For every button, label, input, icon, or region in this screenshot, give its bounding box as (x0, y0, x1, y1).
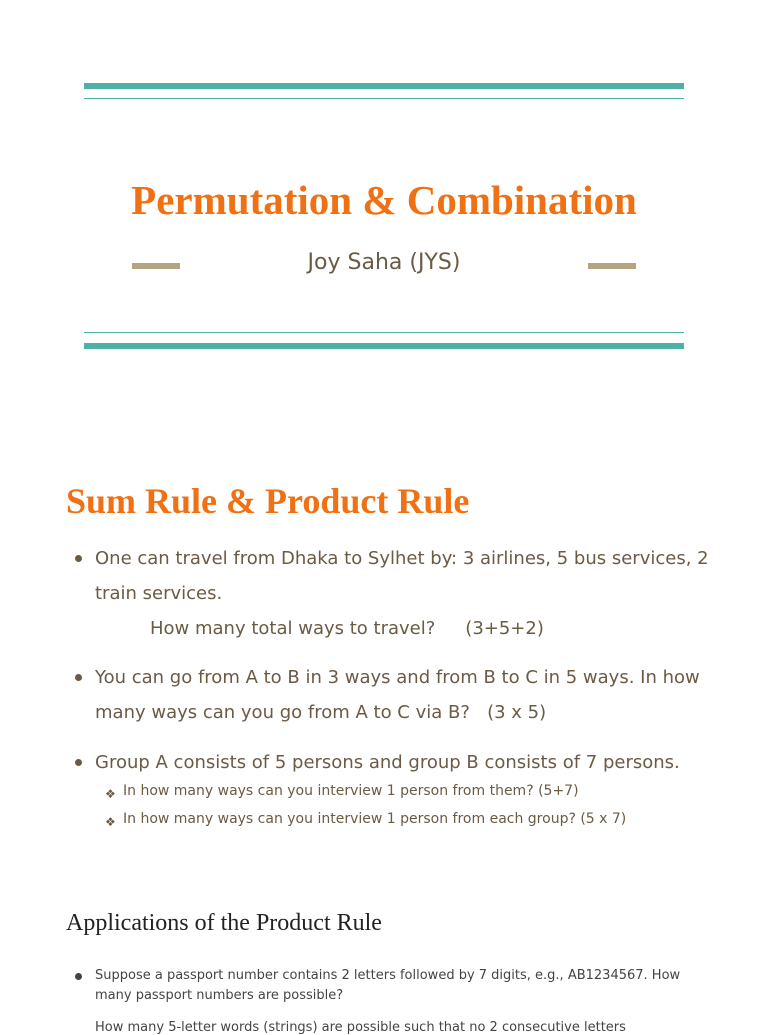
author-name: Joy Saha (JYS) (307, 250, 461, 275)
bullet-words-text: How many 5-letter words (strings) are possible such that no 2 consecutive letters (95, 1020, 626, 1035)
bullet-travel-question-line (150, 611, 544, 646)
presentation-title: Permutation & Combination (131, 177, 637, 223)
bullet-a-to-c (95, 660, 710, 730)
bullet-dot (75, 973, 82, 980)
top-rule-thick (84, 83, 684, 89)
bullet-travel (95, 541, 710, 611)
bullet-passport (95, 966, 705, 1006)
bullet-a-to-c-text: You can go from A to B in 3 ways and from B to C in 5 ways. In how many ways can you go from A to C via B? (3 x 5) (95, 667, 706, 723)
diamond-bullet-icon: ❖ (105, 787, 116, 801)
bullet-travel-question: How many total ways to travel? (150, 618, 436, 639)
right-dash (588, 263, 636, 269)
sub-bullet-from-them (105, 781, 579, 801)
sub-bullet-each-group-text: In how many ways can you interview 1 person from each group? (5 x 7) (123, 811, 627, 827)
sub-bullet-each-group (105, 809, 627, 829)
bullet-words-partial (95, 1016, 705, 1035)
bottom-rule-thin (84, 332, 684, 333)
bullet-dot (75, 555, 82, 562)
bottom-rule-thick (84, 343, 684, 349)
bullet-groups (95, 745, 710, 780)
product-rule-applications-title: Applications of the Product Rule (66, 910, 382, 936)
diamond-bullet-icon: ❖ (105, 815, 116, 829)
bullet-dot (75, 759, 82, 766)
sub-bullet-from-them-text: In how many ways can you interview 1 person from them? (5+7) (123, 783, 579, 799)
bullet-groups-text: Group A consists of 5 persons and group B consists of 7 persons. (95, 752, 680, 773)
bullet-passport-text: Suppose a passport number contains 2 letters followed by 7 digits, e.g., AB1234567. How many passport numbers are possible? (95, 968, 681, 1003)
bullet-dot (75, 674, 82, 681)
top-rule-thin (84, 98, 684, 99)
sum-product-rule-title: Sum Rule & Product Rule (66, 481, 470, 521)
bullet-travel-answer: (3+5+2) (465, 618, 544, 639)
bullet-travel-text: One can travel from Dhaka to Sylhet by: 3 airlines, 5 bus services, 2 train services. (95, 548, 709, 604)
